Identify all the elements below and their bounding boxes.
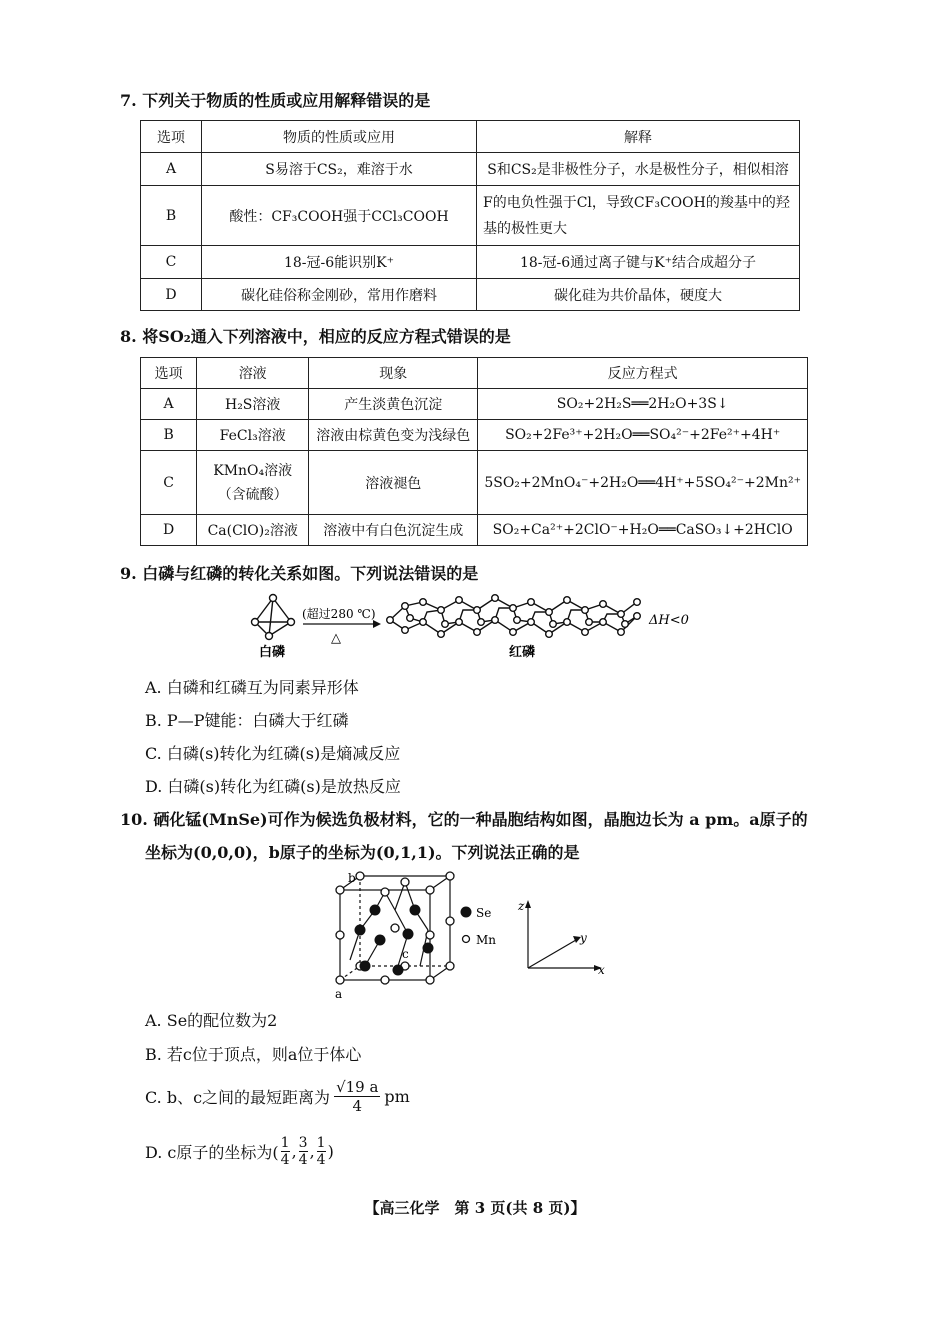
q9-title: 9. 白磷与红磷的转化关系如图。下列说法错误的是 [120, 564, 479, 583]
q8-opt: C [141, 451, 197, 515]
q10-optd-frac-num: 3 [298, 1135, 308, 1151]
z-arrow-icon [525, 900, 531, 908]
q10-optd-frac-den: 4 [298, 1152, 308, 1168]
phosphorus-figure [245, 592, 705, 666]
mn-legend: Mn [476, 933, 497, 947]
se-legend-icon [461, 907, 472, 918]
q10-optc-post: pm [384, 1087, 410, 1106]
q9-option: A. 白磷和红磷互为同素异形体 [145, 678, 359, 697]
q7-prop: 碳化硅俗称金刚砂，常用作磨料 [202, 279, 477, 311]
table-row [141, 389, 808, 420]
q7-header: 物质的性质或应用 [202, 121, 477, 153]
q8-sol: KMnO₄溶液（含硫酸） [197, 451, 309, 515]
q7-prop: 酸性：CF₃COOH强于CCl₃COOH [202, 186, 477, 246]
table-row [141, 420, 808, 451]
q10-optc-den: 4 [352, 1097, 363, 1115]
q7-exp: 18-冠-6通过离子键与K⁺结合成超分子 [477, 246, 800, 279]
z-label: z [518, 899, 525, 913]
heat-label: △ [331, 631, 341, 646]
q10-optd-pre: D. c原子的坐标为( [145, 1143, 279, 1162]
q7-opt: B [141, 186, 202, 246]
q7-header: 选项 [141, 121, 202, 153]
q7-title: 7. 下列关于物质的性质或应用解释错误的是 [120, 91, 431, 110]
white-label: 白磷 [259, 645, 286, 660]
table-row [141, 279, 800, 311]
red-label: 红磷 [509, 645, 536, 660]
red-phosphorus-icon [387, 595, 641, 638]
q7-prop: 18-冠-6能识别K⁺ [202, 246, 477, 279]
table-row [141, 186, 800, 246]
q8-eq: SO₂+Ca²⁺+2ClO⁻+H₂O══CaSO₃↓+2HClO [478, 515, 808, 546]
se-legend: Se [476, 906, 492, 920]
label-c: c [402, 947, 409, 961]
q7-table [140, 120, 800, 311]
table-row [141, 246, 800, 279]
q10-optd-frac-num: 1 [280, 1135, 290, 1151]
q9-option: B. P—P键能：白磷大于红磷 [145, 711, 349, 730]
crystal-cell-figure [330, 870, 620, 1002]
q8-header: 选项 [141, 358, 197, 389]
q8-opt: A [141, 389, 197, 420]
q7-exp: S和CS₂是非极性分子，水是极性分子，相似相溶 [477, 153, 800, 186]
q8-table [140, 357, 808, 546]
q10-line1: 10. 硒化锰(MnSe)可作为候选负极材料，它的一种晶胞结构如图，晶胞边长为 a pm。a原子的 [120, 810, 808, 829]
x-label: x [598, 963, 605, 977]
q10-option-d: D. c原子的坐标为( $\frac{1}{4}$ , $\frac{3}{4}$ , $\frac{1}{4}$ ) [145, 1135, 334, 1168]
q8-phen: 溶液中有白色沉淀生成 [309, 515, 478, 546]
label-a: a [335, 987, 343, 1001]
q8-eq: SO₂+2H₂S══2H₂O+3S↓ [478, 389, 808, 420]
q7-exp: 碳化硅为共价晶体，硬度大 [477, 279, 800, 311]
y-label: y [580, 931, 587, 945]
q10-option-b: B. 若c位于顶点，则a位于体心 [145, 1045, 362, 1064]
q9-option: C. 白磷(s)转化为红磷(s)是熵减反应 [145, 744, 401, 763]
q7-opt: A [141, 153, 202, 186]
q7-opt: D [141, 279, 202, 311]
q10-optd-frac-den: 4 [280, 1152, 290, 1168]
dh-label: ΔH<0 [649, 613, 689, 628]
page-footer: 【高三化学 第 3 页(共 8 页)】 [364, 1199, 586, 1217]
arrowhead-icon [373, 620, 381, 628]
q10-optc-num: √19 a [336, 1078, 379, 1096]
q10-optc-pre: C. b、c之间的最短距离为 [145, 1088, 331, 1107]
q8-phen: 产生淡黄色沉淀 [309, 389, 478, 420]
q8-sol: H₂S溶液 [197, 389, 309, 420]
q8-header: 溶液 [197, 358, 309, 389]
q8-header: 反应方程式 [478, 358, 808, 389]
q8-eq: SO₂+2Fe³⁺+2H₂O══SO₄²⁻+2Fe²⁺+4H⁺ [478, 420, 808, 451]
q7-header: 解释 [477, 121, 800, 153]
q8-phen: 溶液褪色 [309, 451, 478, 515]
q8-sol: FeCl₃溶液 [197, 420, 309, 451]
table-row [141, 153, 800, 186]
table-row [141, 451, 808, 515]
q8-phen: 溶液由棕黄色变为浅绿色 [309, 420, 478, 451]
q7-opt: C [141, 246, 202, 279]
q10-optd-frac-den: 4 [316, 1152, 326, 1168]
q10-option-c [145, 1078, 410, 1115]
condition-label: (超过280 ℃) [302, 607, 376, 621]
label-b: b [348, 871, 356, 885]
table-row [141, 515, 808, 546]
mn-legend-icon [463, 936, 470, 943]
q8-eq: 5SO₂+2MnO₄⁻+2H₂O══4H⁺+5SO₄²⁻+2Mn²⁺ [478, 451, 808, 515]
white-phosphorus-icon [252, 595, 295, 640]
q10-optd-post: ) [327, 1142, 334, 1161]
q7-prop: S易溶于CS₂，难溶于水 [202, 153, 477, 186]
q8-title: 8. 将SO₂通入下列溶液中，相应的反应方程式错误的是 [120, 327, 511, 346]
q8-opt: B [141, 420, 197, 451]
q7-exp: F的电负性强于Cl，导致CF₃COOH的羧基中的羟基的极性更大 [477, 186, 800, 246]
q10-line2: 坐标为(0,0,0)，b原子的坐标为(0,1,1)。下列说法正确的是 [145, 843, 580, 862]
q8-sol: Ca(ClO)₂溶液 [197, 515, 309, 546]
q10-option-a: A. Se的配位数为2 [145, 1011, 278, 1030]
q8-header: 现象 [309, 358, 478, 389]
q9-option: D. 白磷(s)转化为红磷(s)是放热反应 [145, 777, 401, 796]
q8-opt: D [141, 515, 197, 546]
q10-optd-frac-num: 1 [316, 1135, 326, 1151]
